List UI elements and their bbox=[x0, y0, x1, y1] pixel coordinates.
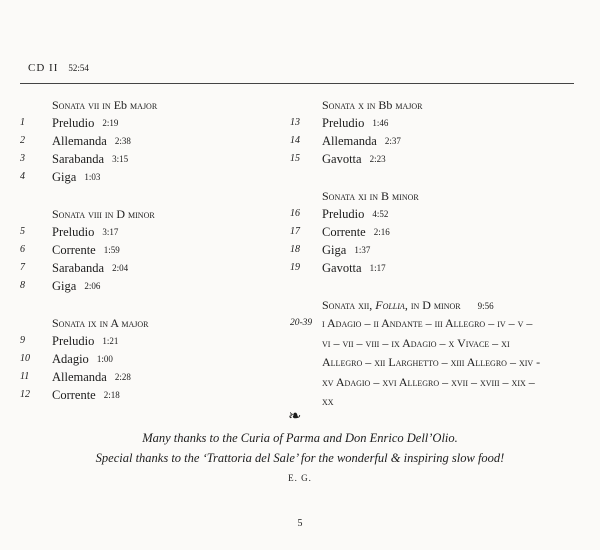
track-number: 8 bbox=[20, 280, 25, 291]
track-number: 3 bbox=[20, 153, 25, 164]
movement-name: Allemanda bbox=[52, 134, 107, 148]
track-duration: 1:17 bbox=[369, 263, 386, 273]
track-row bbox=[20, 350, 280, 368]
page-number: 5 bbox=[297, 518, 303, 529]
track-duration: 3:15 bbox=[112, 154, 129, 164]
sonata-title: Sonata x in Bb major bbox=[322, 98, 423, 112]
track-duration: 2:16 bbox=[373, 227, 390, 237]
sonata-title: Sonata ix in A major bbox=[52, 316, 149, 330]
fleuron-ornament-icon: ❧ bbox=[288, 408, 302, 425]
cd-label: CD II bbox=[28, 62, 59, 74]
track-number: 2 bbox=[20, 135, 25, 146]
track-row bbox=[290, 132, 580, 150]
movement-name: Gavotta bbox=[322, 152, 362, 166]
credits-line-2: Special thanks to the ‘Trattoria del Sale’ for the wonderful & inspiring slow food! bbox=[95, 451, 505, 465]
track-row bbox=[290, 241, 580, 259]
track-duration: 3:17 bbox=[102, 227, 119, 237]
sonata-title: Sonata xi in B minor bbox=[322, 189, 419, 203]
sonata-title: Sonata vii in Eb major bbox=[52, 98, 158, 112]
credits bbox=[0, 428, 600, 488]
movement-name: Adagio bbox=[52, 352, 89, 366]
sonata-block bbox=[290, 96, 580, 168]
track-duration: 2:06 bbox=[84, 281, 101, 291]
track-duration: 2:18 bbox=[103, 390, 120, 400]
track-row bbox=[290, 150, 580, 168]
track-number: 16 bbox=[290, 208, 300, 219]
movement-name: Corrente bbox=[52, 388, 96, 402]
track-number: 4 bbox=[20, 171, 25, 182]
track-duration: 1:03 bbox=[84, 172, 101, 182]
credits-initials: E. G. bbox=[288, 473, 312, 483]
follia-movements bbox=[290, 314, 580, 412]
cd-header bbox=[28, 62, 89, 74]
sonata-block bbox=[290, 187, 580, 277]
movement-name: Giga bbox=[52, 279, 77, 293]
track-duration: 1:46 bbox=[372, 118, 389, 128]
credits-line-1: Many thanks to the Curia of Parma and Don Enrico Dell’Olio. bbox=[142, 431, 458, 445]
sonata-block bbox=[20, 96, 280, 186]
track-duration: 1:37 bbox=[354, 245, 371, 255]
track-duration: 2:23 bbox=[369, 154, 386, 164]
track-row bbox=[20, 277, 280, 295]
track-duration: 1:59 bbox=[103, 245, 120, 255]
movement-list: i Adagio – ii Andante – iii Allegro – iv – v – vi – vii – viii – ix Adagio – x Vivace – xi Allegro – xii Larghetto – xiii Allegro – xiv - xv Adagio – xvi Allegro – xvii – xviii – xix – xx bbox=[322, 316, 541, 408]
header-divider bbox=[20, 83, 574, 84]
track-duration: 2:28 bbox=[114, 372, 131, 382]
track-duration: 2:38 bbox=[114, 136, 131, 146]
track-number: 11 bbox=[20, 371, 30, 382]
track-duration: 2:04 bbox=[112, 263, 129, 273]
track-row bbox=[20, 259, 280, 277]
track-row bbox=[290, 205, 580, 223]
movement-name: Allemanda bbox=[322, 134, 377, 148]
track-range: 20-39 bbox=[290, 318, 313, 328]
tracklist-right-column bbox=[290, 96, 580, 431]
movement-name: Preludio bbox=[322, 207, 365, 221]
sonata-title: Sonata xii, Follia, in D minor 9:56 bbox=[322, 298, 494, 312]
sonata-title: Sonata viii in D minor bbox=[52, 207, 155, 221]
track-duration: 1:21 bbox=[102, 336, 119, 346]
track-number: 17 bbox=[290, 226, 300, 237]
track-row bbox=[20, 386, 280, 404]
track-number: 5 bbox=[20, 226, 25, 237]
track-row bbox=[20, 368, 280, 386]
track-duration: 2:37 bbox=[384, 136, 401, 146]
track-duration: 2:19 bbox=[102, 118, 119, 128]
movement-name: Sarabanda bbox=[52, 261, 105, 275]
movement-name: Giga bbox=[322, 243, 347, 257]
track-row bbox=[20, 150, 280, 168]
track-duration: 1:00 bbox=[96, 354, 113, 364]
movement-name: Allemanda bbox=[52, 370, 107, 384]
track-row bbox=[20, 132, 280, 150]
track-row bbox=[20, 332, 280, 350]
track-number: 18 bbox=[290, 244, 300, 255]
track-row bbox=[20, 168, 280, 186]
track-row bbox=[290, 259, 580, 277]
track-number: 7 bbox=[20, 262, 25, 273]
movement-name: Preludio bbox=[322, 116, 365, 130]
sonata-block bbox=[20, 314, 280, 404]
track-number: 9 bbox=[20, 335, 25, 346]
track-duration: 4:52 bbox=[372, 209, 389, 219]
track-number: 19 bbox=[290, 262, 300, 273]
sonata-duration: 9:56 bbox=[477, 301, 494, 311]
track-number: 14 bbox=[290, 135, 300, 146]
track-number: 12 bbox=[20, 389, 30, 400]
track-row bbox=[290, 223, 580, 241]
sonata-xii bbox=[290, 296, 580, 412]
movement-name: Preludio bbox=[52, 334, 95, 348]
movement-name: Preludio bbox=[52, 225, 95, 239]
track-row bbox=[20, 241, 280, 259]
track-row bbox=[20, 223, 280, 241]
track-row bbox=[290, 114, 580, 132]
tracklist-left-column bbox=[20, 96, 280, 423]
cd-duration: 52:54 bbox=[68, 63, 89, 73]
movement-name: Corrente bbox=[52, 243, 96, 257]
track-number: 13 bbox=[290, 117, 300, 128]
track-number: 15 bbox=[290, 153, 300, 164]
track-number: 1 bbox=[20, 117, 25, 128]
sonata-block bbox=[20, 205, 280, 295]
track-number: 6 bbox=[20, 244, 25, 255]
track-number: 10 bbox=[20, 353, 30, 364]
movement-name: Sarabanda bbox=[52, 152, 105, 166]
movement-name: Preludio bbox=[52, 116, 95, 130]
movement-name: Corrente bbox=[322, 225, 366, 239]
movement-name: Gavotta bbox=[322, 261, 362, 275]
track-row bbox=[20, 114, 280, 132]
movement-name: Giga bbox=[52, 170, 77, 184]
